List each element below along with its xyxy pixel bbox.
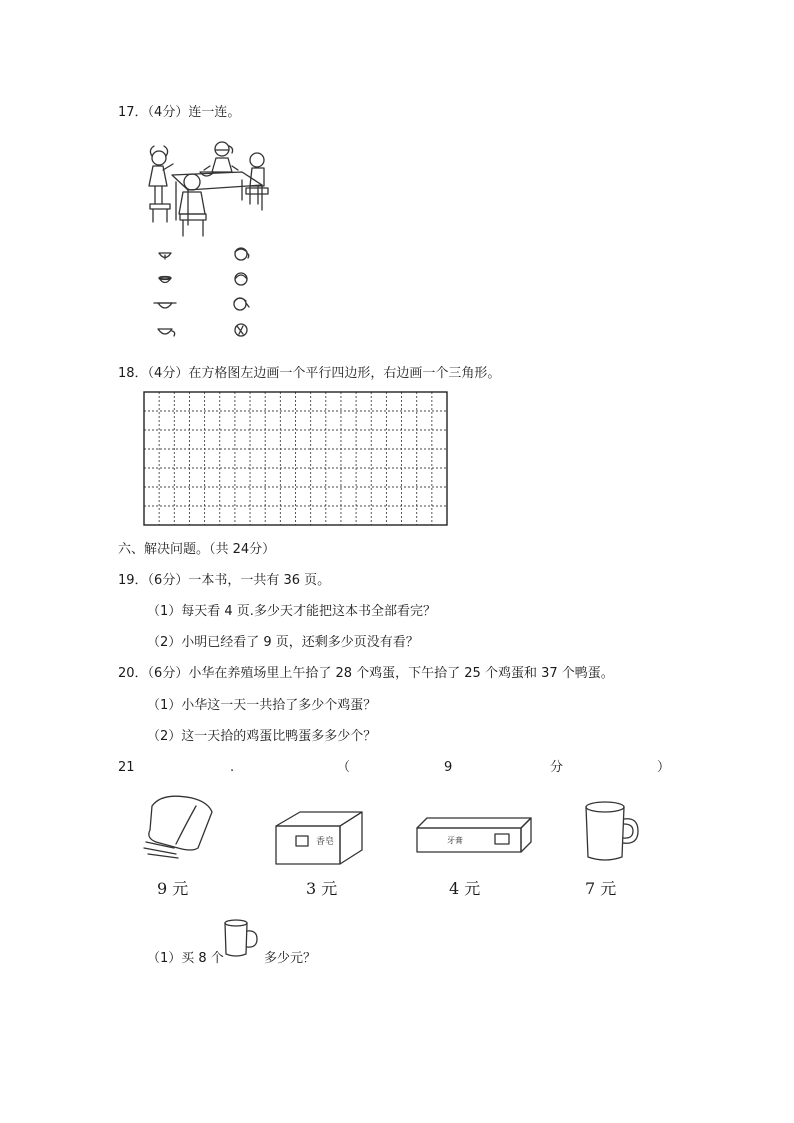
q20-number: 20． bbox=[118, 666, 148, 681]
q21-sub1-suffix: 多少元？ bbox=[264, 951, 317, 966]
q20-sub2: （2）这一天拾的鸡蛋比鸭蛋多多少个？ bbox=[147, 729, 377, 744]
q18-score: （4分） bbox=[147, 366, 189, 381]
mug-illustration bbox=[580, 795, 646, 865]
q20-score: （6分） bbox=[147, 666, 189, 681]
head-views-column bbox=[234, 248, 249, 336]
toothpaste-label: 牙膏 bbox=[447, 836, 463, 845]
soap-label: 香皂 bbox=[316, 837, 335, 847]
q19-sub2: （2）小明已经看了 9 页，还剩多少页没有看？ bbox=[147, 635, 419, 650]
q17-number: 17． bbox=[118, 105, 148, 120]
bowl-views-column bbox=[154, 253, 176, 336]
q21-number: 21 bbox=[118, 760, 135, 775]
bowl-icon bbox=[158, 303, 172, 308]
q21-dot: . bbox=[230, 760, 235, 775]
q21-sub1-prefix: （1）买 8 个 bbox=[147, 951, 224, 966]
q17-score: （4分） bbox=[147, 105, 189, 120]
q19-sub1: （1）每天看 4 页.多少天才能把这本书全部看完？ bbox=[147, 604, 436, 619]
q21-open-paren: （ bbox=[337, 760, 351, 775]
toothpaste-price: 4 元 bbox=[449, 879, 481, 898]
bowl-icon bbox=[158, 329, 172, 334]
q18-number: 18． bbox=[118, 366, 148, 381]
q19-number: 19． bbox=[118, 573, 148, 588]
section6-title: 六、解决问题。（共 24分） bbox=[118, 542, 276, 557]
q21-score-value: 9 bbox=[444, 760, 453, 775]
soap-illustration bbox=[270, 808, 370, 868]
q18-prompt: 在方格图左边画一个平行四边形，右边画一个三角形。 bbox=[188, 366, 501, 381]
q20-prompt: 小华在养殖场里上午拾了 28 个鸡蛋，下午拾了 25 个鸡蛋和 37 个鸭蛋。 bbox=[188, 666, 614, 681]
mug-small-icon bbox=[221, 917, 261, 959]
q20-sub1: （1）小华这一天一共拾了多少个鸡蛋？ bbox=[147, 698, 377, 713]
soap-price: 3 元 bbox=[306, 879, 338, 898]
mug-price: 7 元 bbox=[585, 879, 617, 898]
towel-illustration bbox=[138, 788, 218, 863]
q19-prompt: 一本书，一共有 36 页。 bbox=[188, 573, 331, 588]
towel-price: 9 元 bbox=[157, 879, 189, 898]
q19-score: （6分） bbox=[147, 573, 189, 588]
q17-prompt: 连一连。 bbox=[188, 105, 241, 120]
q21-close-paren: ） bbox=[657, 760, 671, 775]
q21-score-unit: 分 bbox=[550, 760, 564, 775]
toothpaste-illustration bbox=[413, 816, 535, 856]
q20-heading bbox=[118, 665, 614, 683]
drawing-grid[interactable] bbox=[143, 391, 449, 527]
q18-heading bbox=[118, 365, 500, 383]
q19-heading bbox=[118, 572, 330, 590]
